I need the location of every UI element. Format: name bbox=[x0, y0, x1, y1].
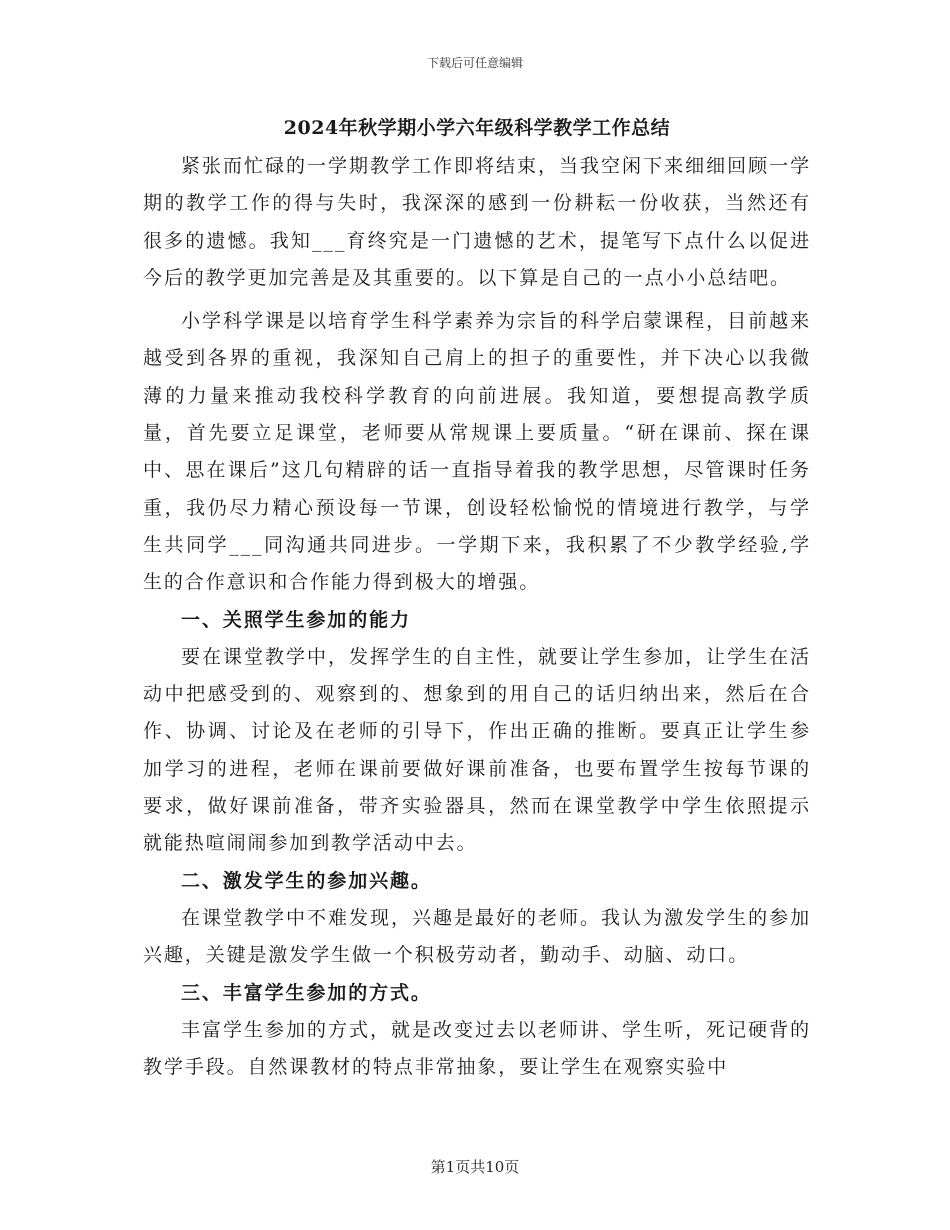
header-note: 下载后可任意编辑 bbox=[426, 56, 523, 70]
paragraph-section-2: 在课堂教学中不难发现，兴趣是最好的老师。我认为激发学生的参加兴趣，关键是激发学生做一个积极劳动者，勤动手、动脑、动口。 bbox=[143, 906, 811, 967]
section-heading-1: 一、关照学生参加的能力 bbox=[181, 608, 411, 631]
paragraph-intro: 紧张而忙碌的一学期教学工作即将结束，当我空闲下来细细回顾一学期的教学工作的得与失时，我深深的感到一份耕耘一份收获，当然还有很多的遗憾。我知___育终究是一门遗憾的艺术，提笔写下点什么以促进今后的教学更加完善是及其重要的。以下算是自己的一点小小总结吧。 bbox=[143, 155, 811, 289]
document-title: 2024年秋学期小学六年级科学教学工作总结 bbox=[283, 117, 671, 139]
section-heading-2: 二、激发学生的参加兴趣。 bbox=[181, 869, 432, 892]
page-number-footer: 第1页共10页 bbox=[430, 1158, 520, 1176]
paragraph-science-course: 小学科学课是以培育学生科学素养为宗旨的科学启蒙课程，目前越来越受到各界的重视，我深知自己肩上的担子的重要性，并下决心以我微薄的力量来推动我校科学教育的向前进展。我知道，要想提高教学质量，首先要立足课堂，老师要从常规课上要质量。“研在课前、探在课中、思在课后”这几句精辟的话一直指导着我的教学思想，尽管课时任务重，我仍尽力精心预设每一节课，创设轻松愉悦的情境进行教学，与学生共同学___同沟通共同进步。一学期下来，我积累了不少教学经验,学生的合作意识和合作能力得到极大的增强。 bbox=[143, 310, 811, 594]
paragraph-section-1: 要在课堂教学中，发挥学生的自主性，就要让学生参加，让学生在活动中把感受到的、观察到的、想象到的用自己的话归纳出来，然后在合作、协调、讨论及在老师的引导下，作出正确的推断。要真正让学生参加学习的进程，老师在课前要做好课前准备，也要布置学生按每节课的要求，做好课前准备，带齐实验器具，然而在课堂教学中学生依照提示就能热喧闹闹参加到教学活动中去。 bbox=[143, 645, 811, 855]
section-heading-3: 三、丰富学生参加的方式。 bbox=[181, 981, 432, 1004]
paragraph-section-3: 丰富学生参加的方式，就是改变过去以老师讲、学生听，死记硬背的教学手段。自然课教材的特点非常抽象，要让学生在观察实验中 bbox=[143, 1018, 811, 1079]
document-body bbox=[143, 108, 811, 1086]
